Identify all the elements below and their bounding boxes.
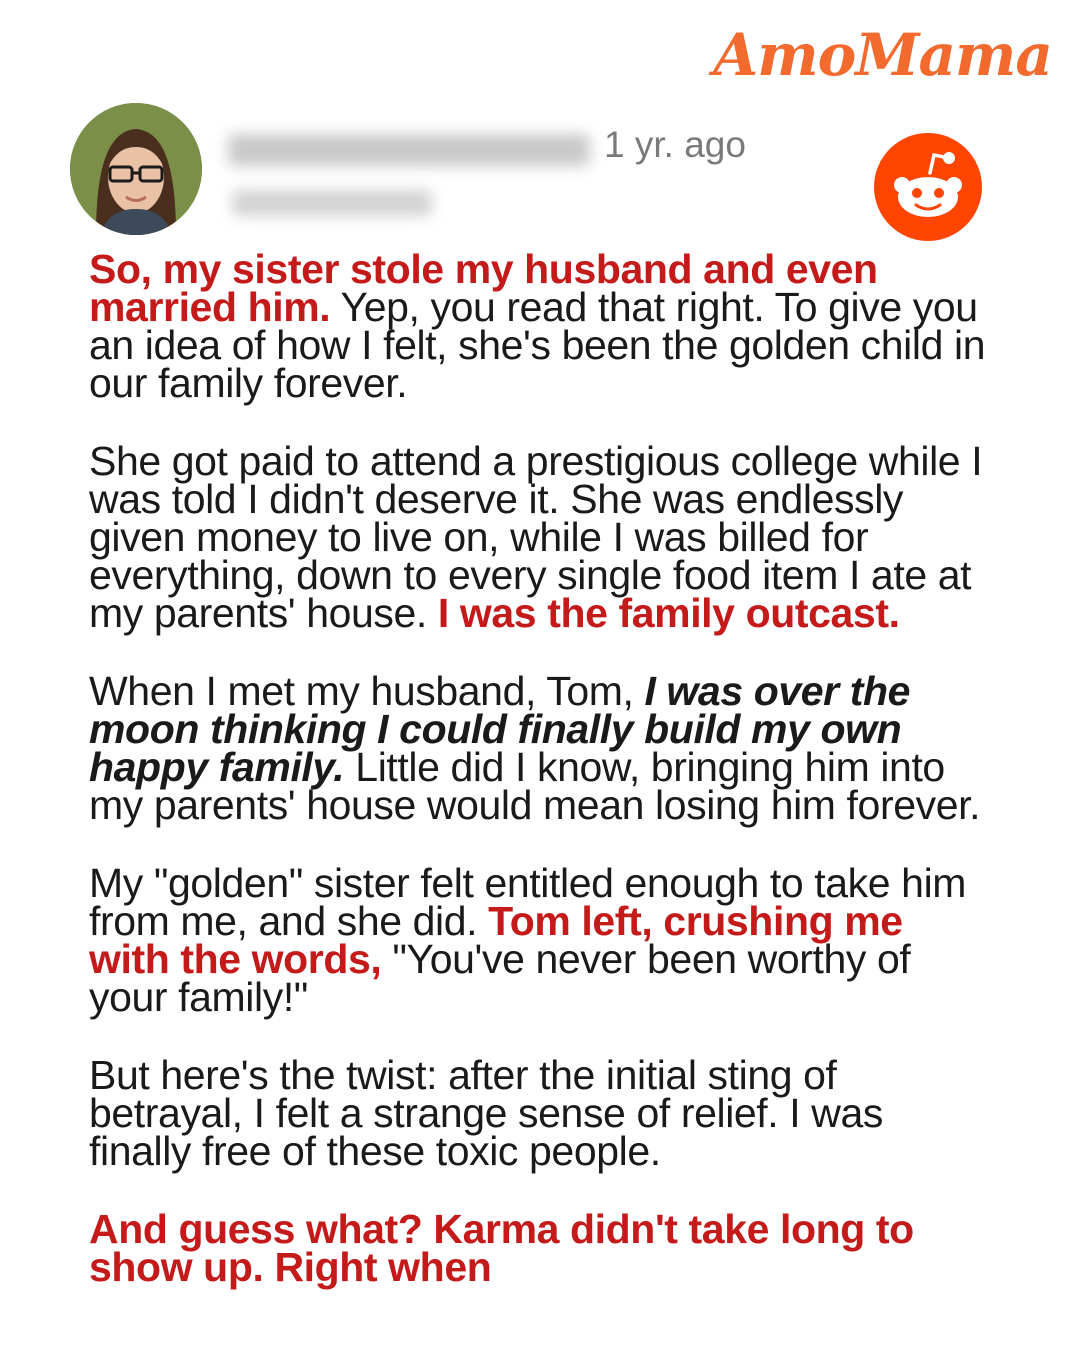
amomama-logo: AmoMama bbox=[713, 21, 1052, 89]
highlight-red: I was the family outcast. bbox=[437, 590, 900, 636]
post-timestamp: 1 yr. ago bbox=[604, 124, 746, 165]
paragraph-4 bbox=[89, 860, 989, 1020]
paragraph-text: But here's the twist: after the initial sting of betrayal, I felt a strange sense of relief. I was finally free of these toxic people. bbox=[89, 1052, 883, 1174]
avatar-photo bbox=[70, 103, 202, 235]
paragraph-text: Yep, you read that right. To give you an idea of how I felt, she's been the golden child in our family forever. bbox=[89, 284, 986, 406]
paragraph-6 bbox=[89, 1206, 989, 1290]
highlight-italic: I was over the moon thinking I could finally build my own happy family. bbox=[89, 668, 911, 790]
post-body bbox=[89, 246, 989, 1326]
paragraph-1 bbox=[89, 246, 989, 406]
author-redacted bbox=[232, 190, 432, 216]
avatar[interactable] bbox=[70, 103, 202, 235]
username-redacted bbox=[228, 134, 590, 166]
highlight-red: Tom left, crushing me with the words, bbox=[89, 898, 903, 982]
paragraph-2 bbox=[89, 438, 989, 636]
highlight-red: And guess what? Karma didn't take long to show up. Right when bbox=[89, 1206, 914, 1290]
paragraph-text: Little did I know, bringing him into my parents' house would mean losing him forever. bbox=[89, 744, 981, 828]
highlight-red: So, my sister stole my husband and even married him. bbox=[89, 246, 878, 330]
paragraph-text: My "golden" sister felt entitled enough to take him from me, and she did. bbox=[89, 860, 967, 944]
reddit-icon bbox=[874, 133, 982, 241]
paragraph-3 bbox=[89, 668, 989, 828]
paragraph-text: "You've never been worthy of your family!" bbox=[89, 936, 911, 1020]
paragraph-text: When I met my husband, Tom, bbox=[89, 668, 645, 714]
paragraph-text: She got paid to attend a prestigious college while I was told I didn't deserve it. She was endlessly given money to live on, while I was billed for everything, down to every single food item I ate at my parents' house. bbox=[89, 438, 983, 636]
paragraph-5 bbox=[89, 1052, 989, 1174]
